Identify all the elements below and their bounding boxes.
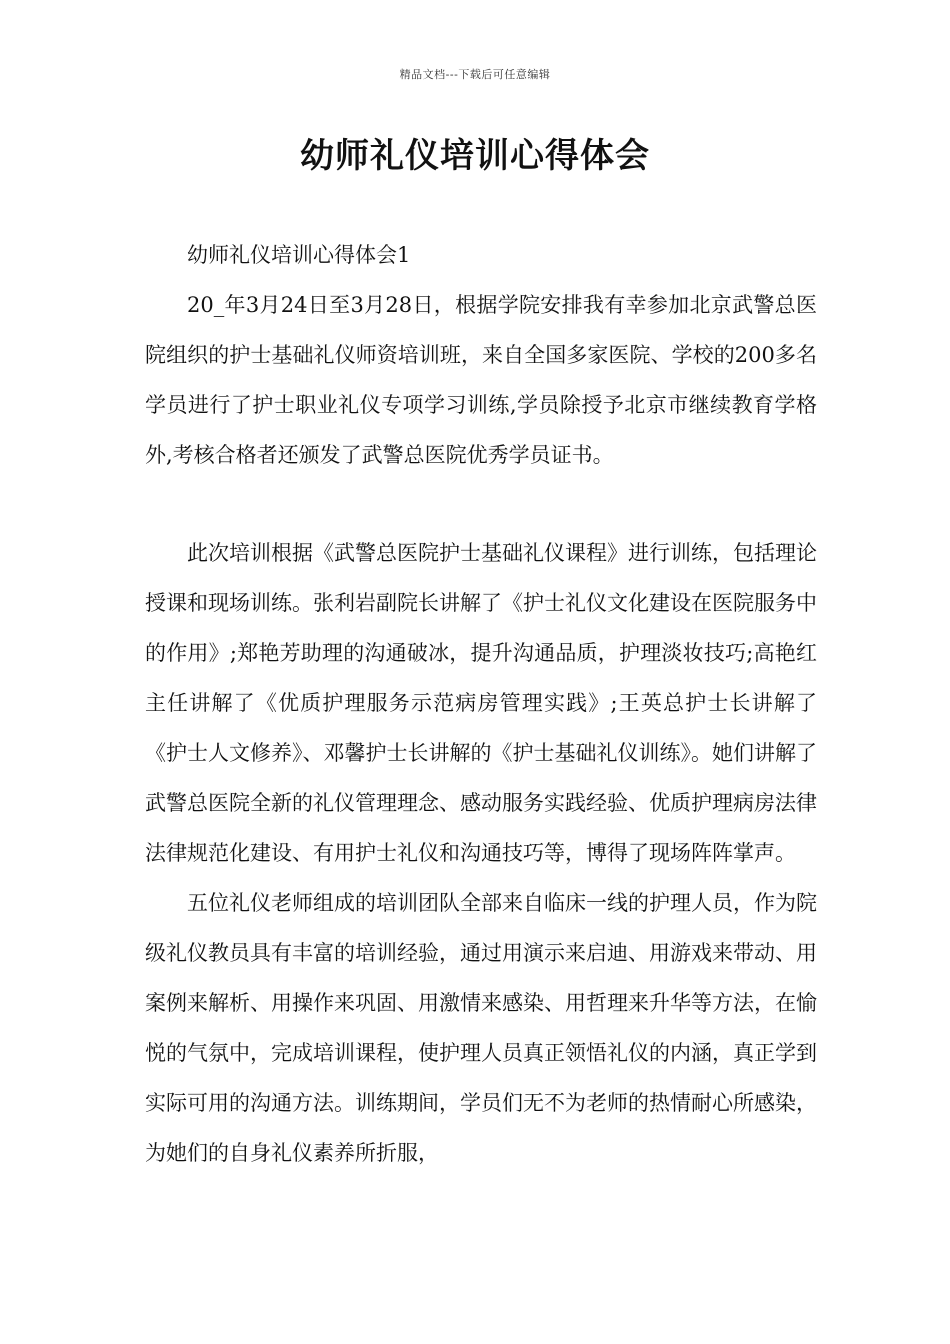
paragraph-1: 20_年3月24日至3月28日，根据学院安排我有幸参加北京武警总医院组织的护士基础礼仪师资培训班，来自全国多家医院、学校的200多名学员进行了护士职业礼仪专项学习训练,学员除授予北京市继续教育学格外,考核合格者还颁发了武警总医院优秀学员证书。: [145, 293, 817, 467]
document-body: [145, 230, 817, 1178]
document-title: 幼师礼仪培训心得体会: [300, 136, 650, 176]
paragraph-2: 此次培训根据《武警总医院护士基础礼仪课程》进行训练，包括理论授课和现场训练。张利岩副院长讲解了《护士礼仪文化建设在医院服务中的作用》;郑艳芳助理的沟通破冰，提升沟通品质，护理淡妆技巧;高艳红主任讲解了《优质护理服务示范病房管理实践》;王英总护士长讲解了《护士人文修养》、邓馨护士长讲解的《护士基础礼仪训练》。她们讲解了武警总医院全新的礼仪管理理念、感动服务实践经验、优质护理病房法律法律规范化建设、有用护士礼仪和沟通技巧等，博得了现场阵阵掌声。: [145, 541, 817, 865]
paragraph-3: 五位礼仪老师组成的培训团队全部来自临床一线的护理人员，作为院级礼仪教员具有丰富的培训经验，通过用演示来启迪、用游戏来带动、用案例来解析、用操作来巩固、用激情来感染、用哲理来升华等方法，在愉悦的气氛中，完成培训课程，使护理人员真正领悟礼仪的内涵，真正学到实际可用的沟通方法。训练期间，学员们无不为老师的热情耐心所感染，为她们的自身礼仪素养所折服，: [145, 891, 817, 1165]
header-note: 精品文档---下载后可任意编辑: [399, 68, 551, 81]
paragraph-subtitle: 幼师礼仪培训心得体会1: [187, 243, 411, 267]
